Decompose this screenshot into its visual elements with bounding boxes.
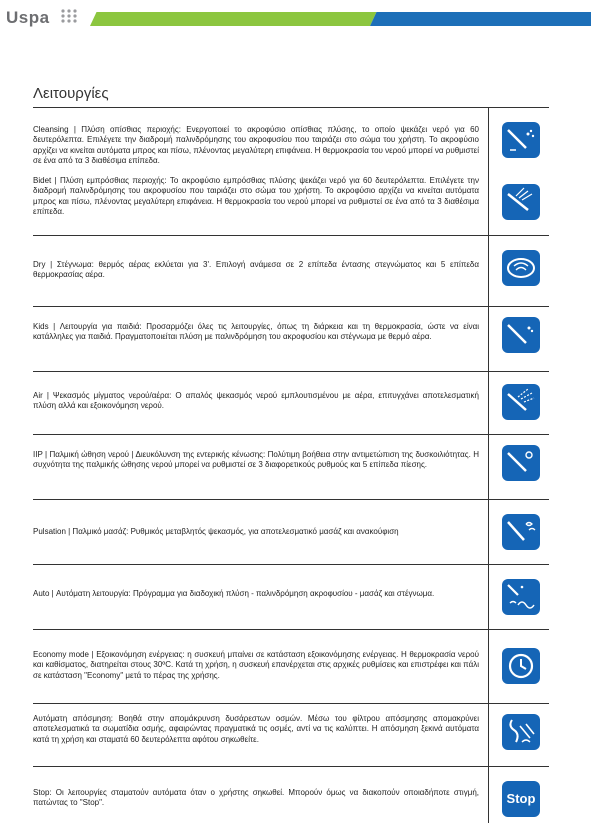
logo-dots-icon [60,8,82,24]
function-description: Economy mode | Εξοικονόμηση ενέργειας: η συσκευή μπαίνει σε κατάσταση εξοικονόμησης ενέργειας. Η θερμοκρασία νερού και καθίσματος, διατηρείται στους 30ºC. Κατά τη χρήση, η συσκευή επανέρχεται στις αρχικές ρυθμίσεις και επιστρέφει και πάλι σε κατάσταση "Economy" μετά το πέρας της χρήσης. [33,650,479,680]
function-description: Stop: Οι λειτουργίες σταματούν αυτόματα όταν ο χρήστης σηκωθεί. Μπορούν όμως να διακοπούν οποιαδήποτε στιγμή, πατώντας το "Stop". [33,788,479,808]
header-green-bar [90,12,377,26]
header-blue-bar [370,12,591,26]
kids-icon [502,317,540,353]
auto-icon [502,579,540,615]
function-row-pulsation [33,500,549,565]
function-row-dry [33,236,549,307]
stop-icon [502,781,540,817]
function-description: Pulsation | Παλμικό μασάζ: Ρυθμικός μεταβλητός ψεκασμός, για αποτελεσματικό μασάζ και ανακούφιση [33,527,399,536]
function-description: IIP | Παλμική ώθηση νερού | Διευκόλυνση της εντερικής κένωσης: Πολύτιμη βοήθεια στην αντιμετώπιση της δυσκοιλιότητας. Η συχνότητα της παλμικής ώθησης νερού μπορεί να ρυθμιστεί σε 3 διαφορετικούς ρυθμούς και 5 επίπεδα πίεσης. [33,450,479,470]
stop-icon-label: Stop [506,791,536,806]
function-row-air [33,372,549,435]
dry-icon [502,250,540,286]
brand-logo: Uspa [6,8,50,27]
column-divider [488,107,489,823]
function-row-deodorize [33,704,549,767]
deodorize-icon [502,714,540,750]
pulse-push-icon [502,445,540,481]
air-spray-icon [502,384,540,420]
bidet-wash-icon [502,184,540,220]
function-row-cleansing-bidet [33,108,549,236]
rear-wash-icon [502,122,540,158]
function-row-kids [33,307,549,372]
function-description: Air | Ψεκασμός μίγματος νερού/αέρα: Ο απαλός ψεκασμός νερού εμπλουτισμένου με αέρα, επιτυγχάνει αποτελεσματική πλύση αλλά και εξοικονόμηση νερού. [33,391,479,411]
function-row-stop [33,767,549,823]
page-header [0,0,591,30]
pulsation-icon [502,514,540,550]
function-description: Cleansing | Πλύση οπίσθιας περιοχής: Ενεργοποιεί το ακροφύσιο οπίσθιας πλύσης, το οποίο ψεκάζει νερό για 60 δευτερόλεπτα. Επιλέγετε την διαδρομή παλινδρόμησης του ακροφυσίου που ταιριάζει στο σώμα του χρήστη. Το ακροφύσιο αρχίζει να κινείται αυτόματα μπρος και πίσω, πλένοντας μεγαλύτερη επιφάνεια. Η θερμοκρασία του νερού μπορεί να ρυθμιστεί σε ένα από τα 3 διαθέσιμα επίπεδα. [33,125,479,165]
function-row-iip [33,435,549,500]
function-description: Kids | Λειτουργία για παιδιά: Προσαρμόζει όλες τις λειτουργίες, όπως τη διάρκεια και τη θερμοκρασία, ώστε να είναι κατάλληλες για παιδιά. Πραγματοποιείται πλύση με παλινδρόμηση του ακροφυσίου και στέγνωμα με θερμό αέρα. [33,322,479,342]
function-description: Αυτόματη απόσμηση: Βοηθά στην απομάκρυνση δυσάρεστων οσμών. Μέσω του φίλτρου απόσμησης απομακρύνει αποτελεσματικά τα σωματίδια οσμής, αφαιρώντας πραγματικά τις οσμές, αντί να τις καλύπτει. Η απόσμηση ξεκινά αυτόματα κατά τη χρήση και σταματά 60 δευτερόλεπτα αφότου σηκωθείτε. [33,714,479,744]
page-title: Λειτουργίες [33,85,109,102]
function-description: Dry | Στέγνωμα: θερμός αέρας εκλύεται για 3'. Επιλογή ανάμεσα σε 2 επίπεδα έντασης στεγνώματος και 5 επίπεδα θερμοκρασίας αέρα. [33,260,479,280]
function-description: Bidet | Πλύση εμπρόσθιας περιοχής: Το ακροφύσιο εμπρόσθιας πλύσης ψεκάζει νερό για 60 δευτερόλεπτα. Επιλέγετε την διαδρομή παλινδρόμησης του ακροφυσίου που ταιριάζει στο σώμα του χρήστη. Το ακροφύσιο αρχίζει να κινείται αυτόματα μπρος και πίσω, πλένοντας μεγαλύτερη επιφάνεια. Η θερμοκρασία του νερού μπορεί να ρυθμιστεί σε ένα από τα 3 διαθέσιμα επίπεδα. [33,176,479,216]
clock-icon [502,648,540,684]
function-description: Auto | Αυτόματη λειτουργία: Πρόγραμμα για διαδοχική πλύση - παλινδρόμηση ακροφυσίου - μασάζ και στέγνωμα. [33,589,435,598]
function-row-economy [33,630,549,704]
function-row-auto [33,565,549,630]
